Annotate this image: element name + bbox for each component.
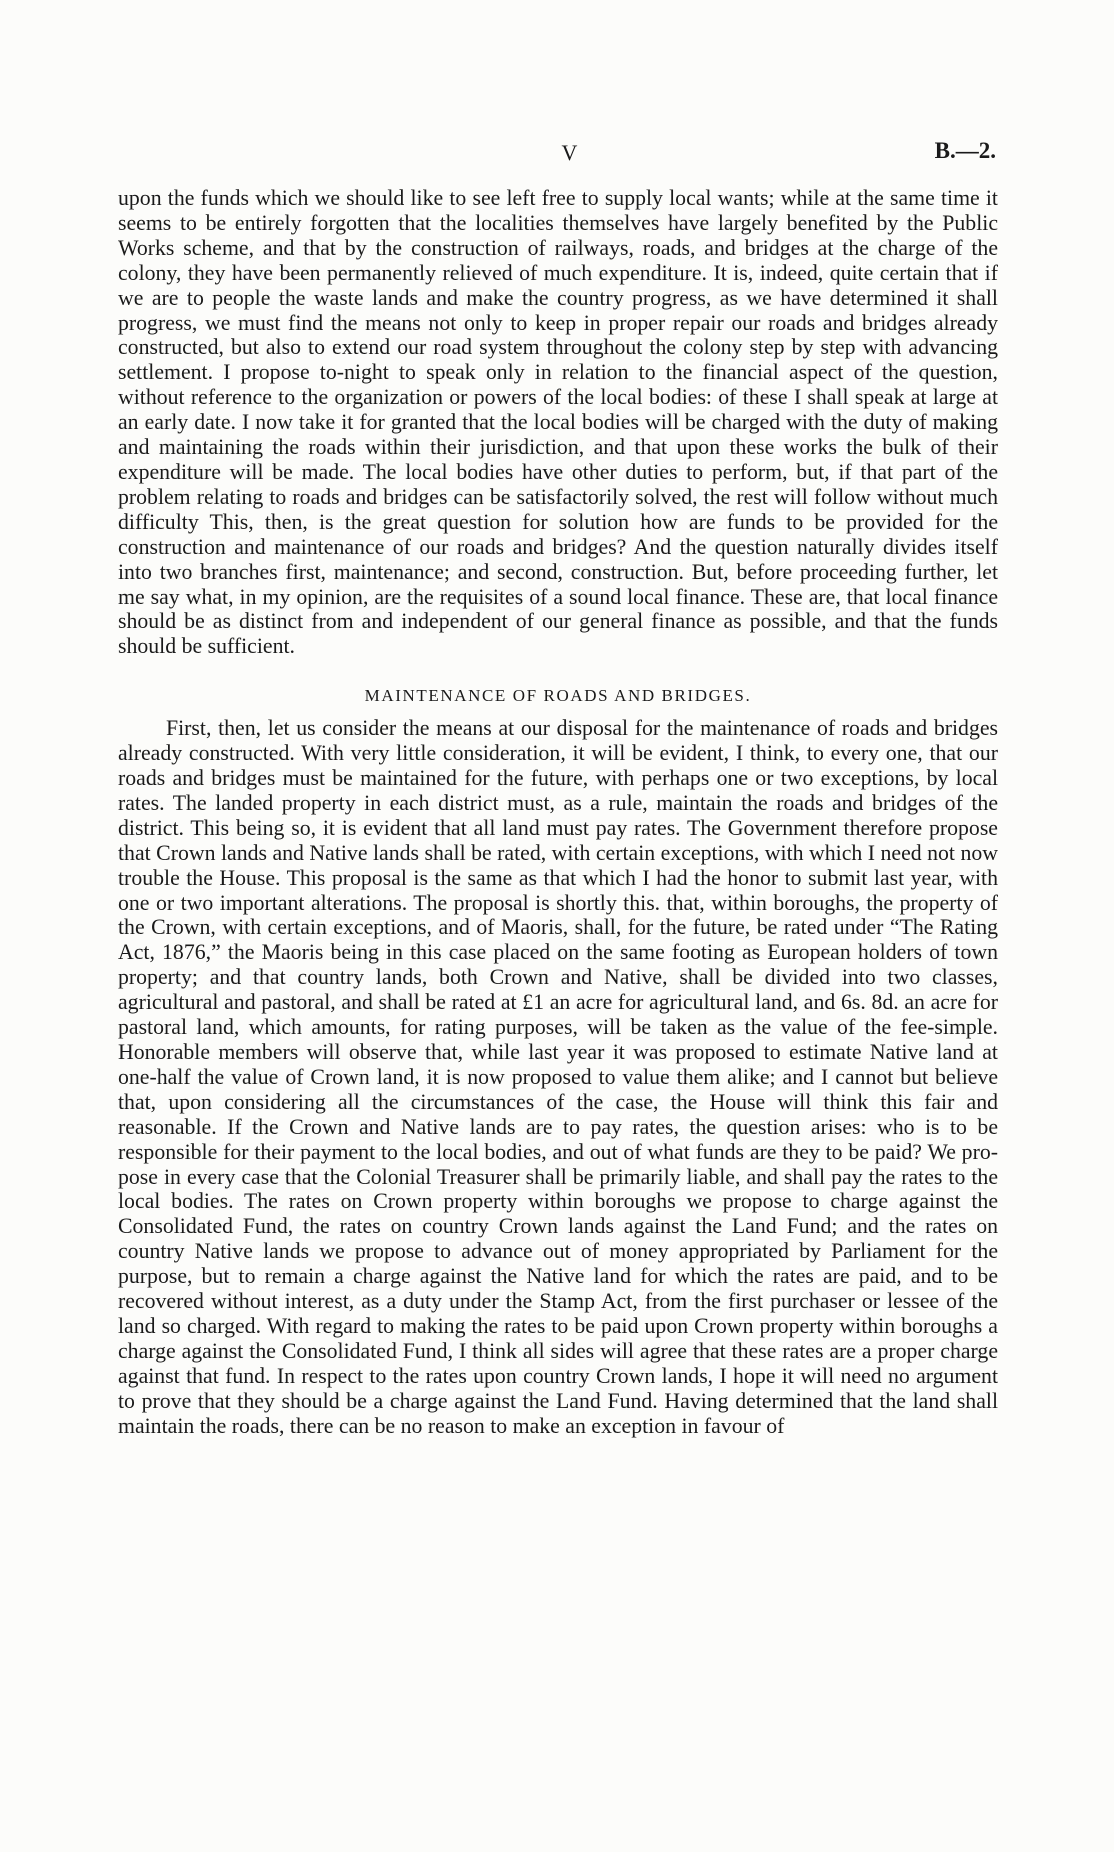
document-reference: B.—2. [934, 138, 996, 163]
section-heading: MAINTENANCE OF ROADS AND BRIDGES. [364, 686, 752, 706]
page-number: V [561, 140, 579, 165]
body-text [118, 186, 998, 1439]
paragraph-continued: upon the funds which we should like to see left free to supply local wants; while at the same time it seems to be entirely forgotten that the localities themselves have largely benefited by the Public Works scheme, and that by the construction of railways, roads, and bridges at the charge of the colony, they have been permanently relieved of much expenditure. It is, indeed, quite certain that if we are to people the waste lands and make the country progress, as we have determined it shall progress, we must find the means not only to keep in proper repair our roads and bridges already constructed, but also to extend our road system throughout the colony step by step with advancing settlement. I propose to-night to speak only in relation to the financial aspect of the question, without reference to the organization or powers of the local bodies: of these I shall speak at large at an early date. I now take it for granted that the local bodies will be charged with the duty of making and maintaining the roads within their jurisdiction, and that upon these works the bulk of their expenditure will be made. The local bodies have other duties to perform, but, if that part of the problem relating to roads and bridges can be satisfactorily solved, the rest will follow without much difficulty This, then, is the great question for solution how are funds to be provided for the construction and maintenance of our roads and bridges? And the question naturally divides itself into two branches first, maintenance; and second, construction. But, before proceeding further, let me say what, in my opinion, are the requisites of a sound local finance. These are, that local finance should be as distinct from and independent of our general finance as possible, and that the funds should be sufficient. [118, 186, 998, 659]
paragraph-maintenance: First, then, let us consider the means at our disposal for the maintenance of roads and bridges already constructed. With very little consideration, it will be evident, I think, to every one, that our roads and bridges must be maintained for the future, with perhaps one or two exceptions, by local rates. The landed property in each district must, as a rule, maintain the roads and bridges of the district. This being so, it is evident that all land must pay rates. The Government therefore propose that Crown lands and Native lands shall be rated, with certain exceptions, with which I need not now trouble the House. This proposal is the same as that which I had the honor to submit last year, with one or two important alterations. The proposal is shortly this. that, within boroughs, the property of the Crown, with certain exceptions, and of Maoris, shall, for the future, be rated under “The Rating Act, 1876,” the Maoris being in this case placed on the same footing as European holders of town property; and that country lands, both Crown and Native, shall be divided into two classes, agricultural and pastoral, and shall be rated at £1 an acre for agricultural land, and 6s. 8d. an acre for pastoral land, which amounts, for rating purposes, will be taken as the value of the fee-simple. Honorable members will observe that, while last year it was proposed to estimate Native land at one-half the value of Crown land, it is now proposed to value them alike; and I cannot but believe that, upon considering all the circumstances of the case, the House will think this fair and reasonable. If the Crown and Native lands are to pay rates, the question arises: who is to be responsible for their payment to the local bodies, and out of what funds are they to be paid? We propose in every case that the Colonial Treasurer shall be primarily liable, and shall pay the rates to the local bodies. The rates on Crown property within boroughs we propose to charge against the Consolidated Fund, the rates on country Crown lands against the Land Fund; and the rates on country Native lands we propose to advance out of money appropriated by Parliament for the purpose, but to remain a charge against the Native land for which the rates are paid, and to be recovered without interest, as a duty under the Stamp Act, from the first purchaser or lessee of the land so charged. With regard to making the rates to be paid upon Crown property within boroughs a charge against the Consolidated Fund, I think all sides will agree that these rates are a proper charge against that fund. In respect to the rates upon country Crown lands, I hope it will need no argument to prove that they should be a charge against the Land Fund. Having determined that the land shall maintain the roads, there can be no reason to make an exception in favour of [118, 716, 998, 1438]
